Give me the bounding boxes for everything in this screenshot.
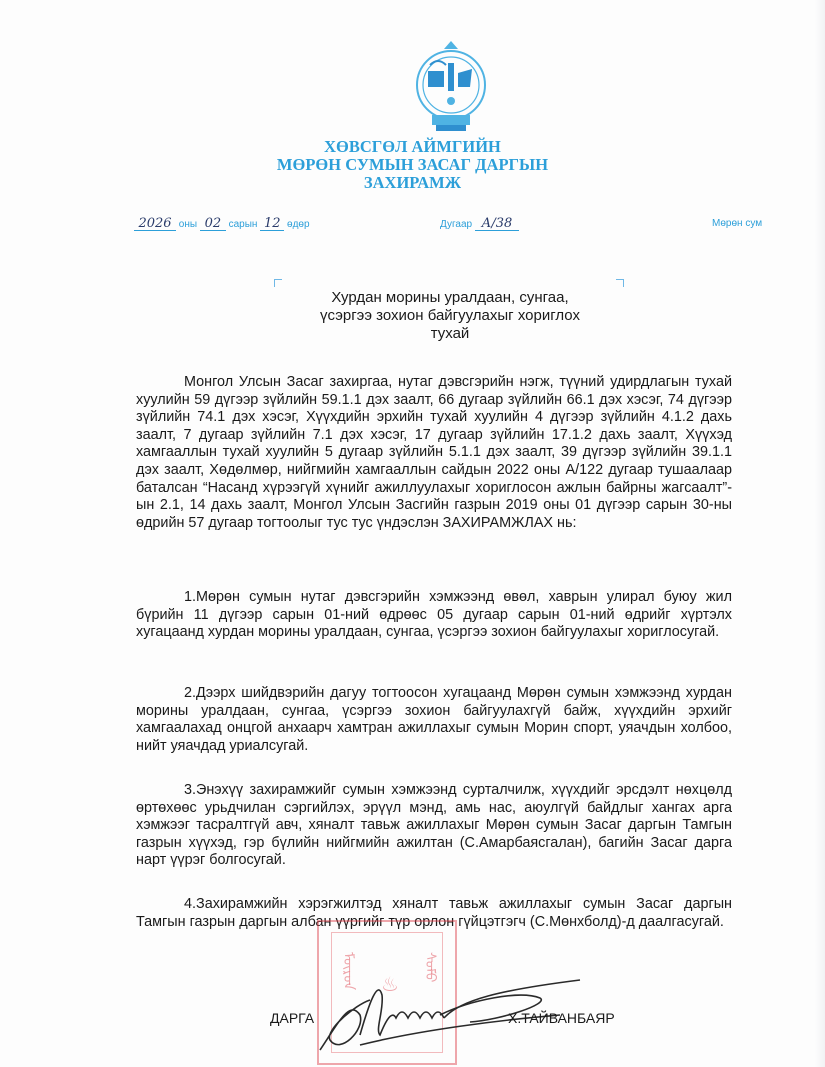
order-item-text: 2.Дээрх шийдвэрийн дагуу тогтоосон хугацаанд Мөрөн сумын хэмжээнд хурдан морины уралдаан, сунгаа, үсэргээ зохион байгуулахгүй байж, хүүхдийн эрхийг хамгаалахад онцгой анхаарч хамтран ажиллахыг сумын Морин спорт, уяачдын холбоо, нийт уяачдад уриалсугай. (136, 685, 732, 754)
header-aimag-line: ХӨВСГӨЛ АЙМГИЙН (324, 137, 501, 156)
signer-name: Х.ТАЙВАНБАЯР (508, 1010, 615, 1026)
state-emblem-icon (408, 35, 494, 135)
subject-line-3: тухай (430, 325, 470, 342)
preamble-paragraph (136, 374, 732, 532)
document-subject (260, 289, 640, 343)
stamp-script-icon: ᠮᠦᠷᠦᠨ (341, 952, 357, 991)
subject-corner-mark-left (274, 279, 282, 287)
order-item-2 (136, 685, 732, 755)
stamp-script-icon: ᠰᠤᠮᠤ (423, 952, 439, 983)
date-year-suffix: оны (178, 219, 198, 230)
subject-line-2: үсэргээ зохион байгуулахыг хориглох (320, 307, 580, 324)
order-item-text: 3.Энэхүү захирамжийг сумын хэмжээнд сурталчилж, хүүхдийг эрсдэлт нөхцөлд өртөхөөс урьдчилан сэргийлэх, эрүүл мэнд, амь нас, аюулгүй байдлыг хангах арга хэмжээг тасралтгүй авч, хяналт тавьж ажиллахыг Мөрөн сумын Засаг даргын Тамгын газрын хүүхэд, гэр бүлийн нийгмийн ажилтан (С.Амарбаясгалан), багийн Засаг дарга нарт үүрэг болгосугай. (136, 782, 732, 869)
date-field (134, 218, 310, 231)
subject-corner-mark-right (616, 279, 624, 287)
date-month-suffix: сарын (228, 219, 258, 230)
date-year: 2026 (134, 218, 176, 231)
document-number: А/38 (475, 218, 519, 231)
header-document-type: ЗАХИРАМЖ (363, 173, 462, 192)
order-item-3 (136, 782, 732, 870)
preamble-text: Монгол Улсын Засаг захиргаа, нутаг дэвсгэрийн нэгж, түүний удирдлагын тухай хуулийн 59 дүгээр зүйлийн 59.1.1 дэх заалт, 66 дугаар зүйлийн 66.1 дэх хэсэг, 74 дүгээр зүйлийн 74.1 дэх хэсэг, Хүүхдийн эрхийн тухай хуулийн 4 дүгээр зүйлийн 4.1.2 дахь заалт, 7 дугаар зүйлийн 7.1 дэх хэсэг, 17 дугаар зүйлийн 17.1.2 дахь заалт, Хүүхэд хамгааллын тухай хуулийн 5 дугаар зүйлийн 5.1.1 дэх заалт, 39 дүгээр зүйлийн 39.1.1 дэх заалт, Хөдөлмөр, нийгмийн хамгааллын сайдын 2022 оны А/122 дугаар тушаалаар баталсан “Насанд хүрээгүй хүнийг ажиллуулахыг хориглосон ажлын байрны жагсаалт”-ын 2.1, 14 дахь заалт, Монгол Улсын Засгийн газрын 2019 оны 01 дүгээр сарын 30-ны өдрийн 57 дугаар тогтоолыг тус тус үндэслэн ЗАХИРАМЖЛАХ нь: (136, 374, 732, 531)
order-item-1 (136, 589, 732, 642)
signer-title: ДАРГА (270, 1010, 315, 1026)
date-day: 12 (260, 218, 284, 231)
date-month: 02 (200, 218, 226, 231)
order-item-text: 1.Мөрөн сумын нутаг дэвсгэрийн хэмжээнд өвөл, хаврын улирал буюу жил бүрийн 11 дүгээр сарын 01-ний өдрөөс 05 дугаар сарын 01-ний өдрийг хүртэлх хугацаанд хурдан морины уралдаан, сунгаа, үсэргээ зохион байгуулахыг хориглосугай. (136, 589, 732, 641)
document-number-label: Дугаар (440, 219, 473, 230)
stamp-soyombo-icon: ♨ (381, 974, 399, 996)
subject-line-1: Хурдан морины уралдаан, сунгаа, (331, 289, 569, 306)
date-day-suffix: өдөр (287, 219, 310, 230)
place-label: Мөрөн сум (712, 218, 763, 229)
order-item-text: 4.Захирамжийн хэрэгжилтэд хяналт тавьж ажиллахыг сумын Засаг даргын Тамгын газрын даргын албан үүргийг түр орлон гүйцэтгэгч (С.Мөнхболд)-д даалгасугай. (136, 896, 732, 930)
header-governor-line: МӨРӨН СУМЫН ЗАСАГ ДАРГЫН (276, 155, 549, 174)
document-number-field (440, 218, 519, 231)
